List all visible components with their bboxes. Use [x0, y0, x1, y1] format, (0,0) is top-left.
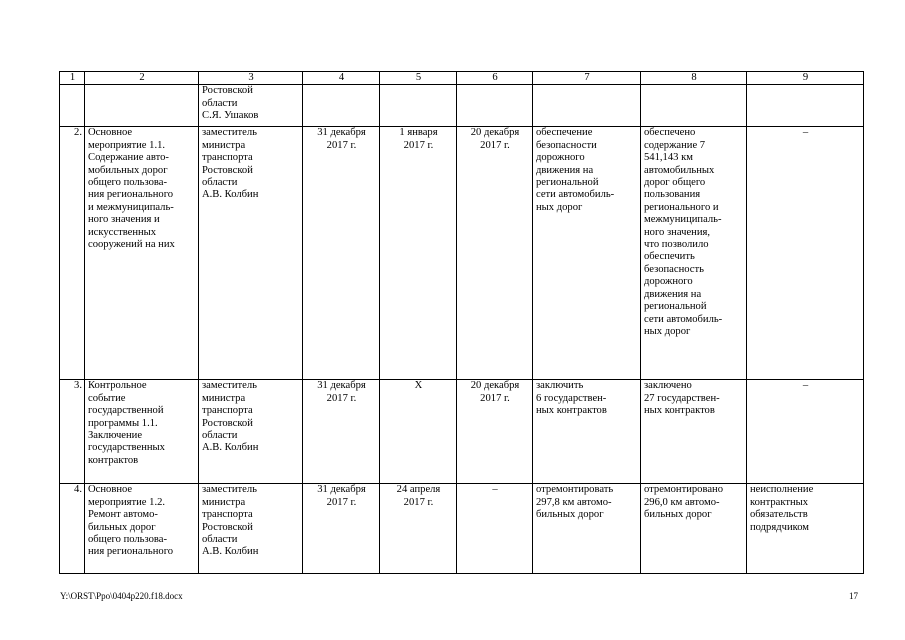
measure-name — [85, 85, 199, 127]
planned-result: заключить 6 государствен- ных контрактов — [533, 380, 641, 484]
table-row — [60, 127, 864, 380]
column-number: 1 — [60, 72, 85, 85]
planned-end-date: 31 декабря 2017 г. — [303, 380, 380, 484]
row-number: 3. — [60, 380, 85, 484]
document-file-path: Y:\ORST\Ppo\0404p220.f18.docx — [60, 591, 183, 601]
actual-end-date: 20 декабря 2017 г. — [457, 380, 533, 484]
column-number: 7 — [533, 72, 641, 85]
achieved-result: обеспечено содержание 7 541,143 км автомобильных дорог общего пользования регионального и межмуниципаль- ного значения, что позволило обеспечить безопасность дорожного движения на региональной сети автомобиль- ных дорог — [641, 127, 747, 380]
planned-end-date: 31 декабря 2017 г. — [303, 484, 380, 574]
achieved-result: заключено 27 государствен- ных контрактов — [641, 380, 747, 484]
measure-name: Контрольное событие государственной программы 1.1. Заключение государственных контрактов — [85, 380, 199, 484]
planned-end-date: 31 декабря 2017 г. — [303, 127, 380, 380]
achieved-result — [641, 85, 747, 127]
problems: неисполнение контрактных обязательств подрядчиком — [747, 484, 864, 574]
problems: – — [747, 380, 864, 484]
row-number: 2. — [60, 127, 85, 380]
problems — [747, 85, 864, 127]
column-number-row — [60, 72, 864, 85]
table-row — [60, 380, 864, 484]
planned-end-date — [303, 85, 380, 127]
actual-end-date — [457, 85, 533, 127]
actual-end-date: – — [457, 484, 533, 574]
responsible-person: заместитель министра транспорта Ростовской области А.В. Колбин — [199, 484, 303, 574]
report-table — [59, 71, 864, 574]
responsible-person: заместитель министра транспорта Ростовской области А.В. Колбин — [199, 380, 303, 484]
table-row — [60, 85, 864, 127]
actual-start-date: Х — [380, 380, 457, 484]
planned-result: отремонтировать 297,8 км автомо- бильных дорог — [533, 484, 641, 574]
column-number: 3 — [199, 72, 303, 85]
table-row — [60, 484, 864, 574]
responsible-person: Ростовской области С.Я. Ушаков — [199, 85, 303, 127]
column-number: 6 — [457, 72, 533, 85]
problems: – — [747, 127, 864, 380]
actual-start-date: 1 января 2017 г. — [380, 127, 457, 380]
measure-name: Основное мероприятие 1.1. Содержание авто- мобильных дорог общего пользова- ния регионального и межмуниципаль- ного значения и искусственных сооружений на них — [85, 127, 199, 380]
column-number: 4 — [303, 72, 380, 85]
column-number: 5 — [380, 72, 457, 85]
actual-start-date: 24 апреля 2017 г. — [380, 484, 457, 574]
column-number: 8 — [641, 72, 747, 85]
planned-result — [533, 85, 641, 127]
planned-result: обеспечение безопасности дорожного движения на региональной сети автомобиль- ных дорог — [533, 127, 641, 380]
actual-start-date — [380, 85, 457, 127]
row-number: 4. — [60, 484, 85, 574]
measure-name: Основное мероприятие 1.2. Ремонт автомо- бильных дорог общего пользова- ния регионального — [85, 484, 199, 574]
row-number — [60, 85, 85, 127]
page-number: 17 — [849, 591, 858, 601]
column-number: 9 — [747, 72, 864, 85]
column-number: 2 — [85, 72, 199, 85]
achieved-result: отремонтировано 296,0 км автомо- бильных дорог — [641, 484, 747, 574]
actual-end-date: 20 декабря 2017 г. — [457, 127, 533, 380]
responsible-person: заместитель министра транспорта Ростовской области А.В. Колбин — [199, 127, 303, 380]
